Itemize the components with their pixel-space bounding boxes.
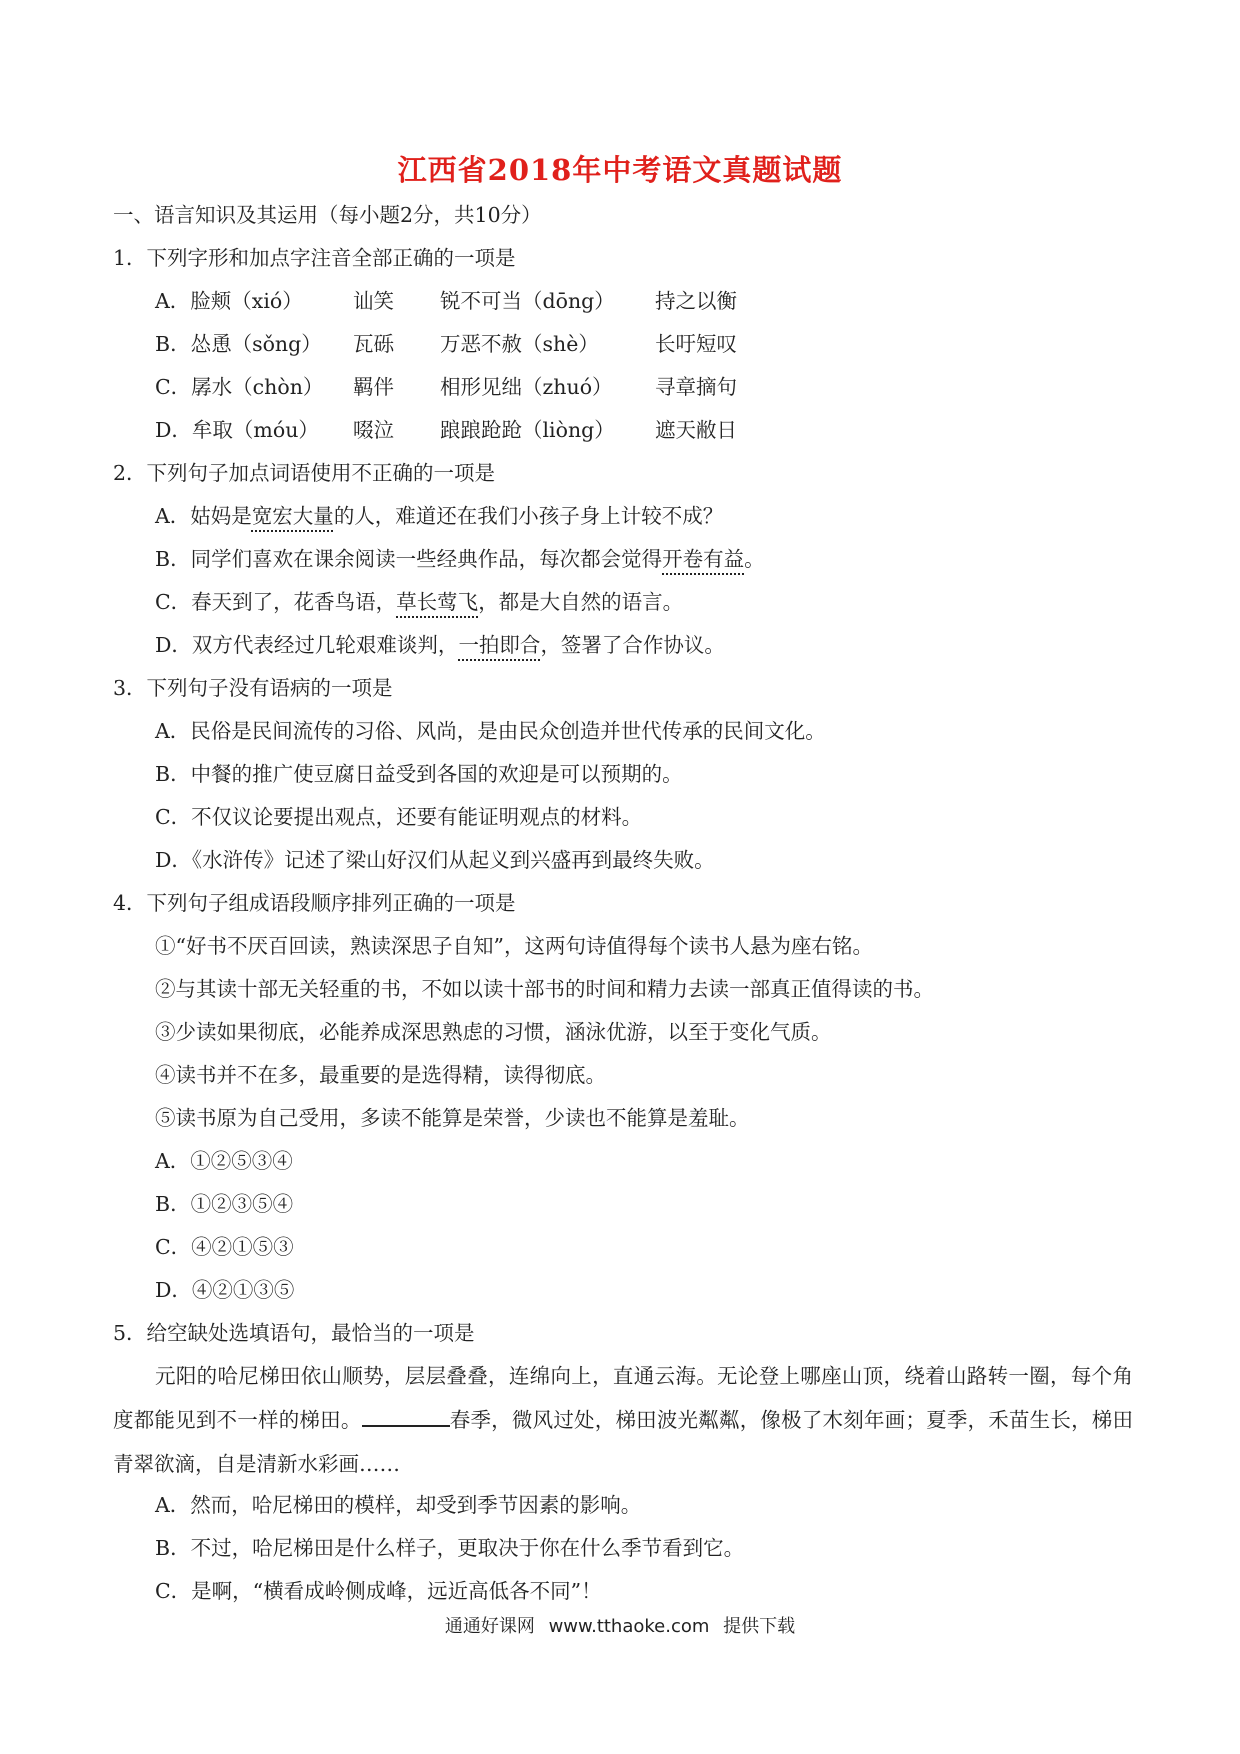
q2-d-post: ，签署了合作协议。 xyxy=(540,633,725,657)
q3-option-b: B．中餐的推广使豆腐日益受到各国的欢迎是可以预期的。 xyxy=(155,762,683,786)
q1-b-item1: B．怂恿（sǒng） xyxy=(155,332,322,356)
q4-sentence-5: ⑤读书原为自己受用，多读不能算是荣誉，少读也不能算是羞耻。 xyxy=(155,1106,750,1130)
q1-d-item2: 啜泣 xyxy=(353,418,394,442)
q3-option-d: D．《水浒传》记述了梁山好汉们从起义到兴盛再到最终失败。 xyxy=(155,848,715,872)
question-4-stem: 4．下列句子组成语段顺序排列正确的一项是 xyxy=(113,891,516,915)
q1-option-d xyxy=(0,415,1240,445)
q2-c-dotted-word: 草长莺飞 xyxy=(396,590,479,614)
section-heading: 一、语言知识及其运用（每小题2分，共10分） xyxy=(113,203,542,227)
q5-passage xyxy=(113,1354,1133,1486)
q1-b-item2: 瓦砾 xyxy=(353,332,394,356)
q4-option-b: B．①②③⑤④ xyxy=(155,1192,294,1216)
q1-c-item3: 相形见绌（zhuó） xyxy=(440,375,613,399)
q2-a-dotted-word: 宽宏大量 xyxy=(251,504,334,528)
q1-a-item1: A．脸颊（xió） xyxy=(155,289,303,313)
q4-sentence-4: ④读书并不在多，最重要的是选得精，读得彻底。 xyxy=(155,1063,606,1087)
q2-b-pre: B．同学们喜欢在课余阅读一些经典作品，每次都会觉得 xyxy=(155,547,663,571)
page-footer xyxy=(0,1612,1240,1638)
q2-a-pre: A．姑妈是 xyxy=(155,504,252,528)
q2-b-post: 。 xyxy=(744,547,765,571)
q1-option-b xyxy=(0,329,1240,359)
q1-option-a xyxy=(0,286,1240,316)
q1-a-item3: 锐不可当（dōng） xyxy=(440,289,615,313)
q2-b-dotted-word: 开卷有益 xyxy=(662,547,745,571)
page-title: 江西省2018年中考语文真题试题 xyxy=(397,153,843,187)
q2-option-d xyxy=(155,630,725,660)
q4-sentence-1: ①“好书不厌百回读，熟读深思子自知”，这两句诗值得每个读书人悬为座右铭。 xyxy=(155,934,873,958)
q1-d-item1: D．牟取（móu） xyxy=(155,418,319,442)
q3-option-c: C．不仅议论要提出观点，还要有能证明观点的材料。 xyxy=(155,805,643,829)
q5-blank xyxy=(362,1403,450,1427)
q5-option-b: B．不过，哈尼梯田是什么样子，更取决于你在什么季节看到它。 xyxy=(155,1536,745,1560)
q1-d-item3: 踉踉跄跄（liòng） xyxy=(440,418,615,442)
q2-a-post: 的人，难道还在我们小孩子身上计较不成？ xyxy=(333,504,724,528)
q1-c-item2: 羁伴 xyxy=(353,375,394,399)
q2-option-c xyxy=(155,587,683,617)
q2-d-pre: D．双方代表经过几轮艰难谈判， xyxy=(155,633,459,657)
footer-note: 提供下载 xyxy=(723,1616,796,1637)
q1-a-item2: 讪笑 xyxy=(353,289,394,313)
q4-sentence-3: ③少读如果彻底，必能养成深思熟虑的习惯，涵泳优游，以至于变化气质。 xyxy=(155,1020,832,1044)
q1-b-item4: 长吁短叹 xyxy=(655,332,737,356)
question-2-stem: 2．下列句子加点词语使用不正确的一项是 xyxy=(113,461,496,485)
q2-d-dotted-word: 一拍即合 xyxy=(458,633,541,657)
footer-url[interactable]: www.tthaoke.com xyxy=(548,1616,710,1637)
q1-a-item4: 持之以衡 xyxy=(655,289,737,313)
q1-b-item3: 万恶不赦（shè） xyxy=(440,332,599,356)
q1-c-item4: 寻章摘句 xyxy=(655,375,737,399)
q4-sentence-2: ②与其读十部无关轻重的书，不如以读十部书的时间和精力去读一部真正值得读的书。 xyxy=(155,977,934,1001)
q1-d-item4: 遮天敝日 xyxy=(655,418,737,442)
question-5-stem: 5．给空缺处选填语句，最恰当的一项是 xyxy=(113,1321,475,1345)
q4-option-a: A．①②⑤③④ xyxy=(155,1149,293,1173)
q2-c-post: ，都是大自然的语言。 xyxy=(478,590,684,614)
q4-option-c: C．④②①⑤③ xyxy=(155,1235,294,1259)
q1-c-item1: C．孱水（chòn） xyxy=(155,375,324,399)
q3-option-a: A．民俗是民间流传的习俗、风尚，是由民众创造并世代传承的民间文化。 xyxy=(155,719,826,743)
q2-c-pre: C．春天到了，花香鸟语， xyxy=(155,590,397,614)
q4-option-d: D．④②①③⑤ xyxy=(155,1278,295,1302)
q5-passage-pre: 元阳的哈尼梯田依山顺势，层层叠叠，连绵向上，直通云海。无论登上哪座山顶，绕着山路转一圈，每个角度都能见到不一样的梯田。 xyxy=(113,1364,1133,1432)
question-3-stem: 3．下列句子没有语病的一项是 xyxy=(113,676,393,700)
q5-option-a: A．然而，哈尼梯田的模样，却受到季节因素的影响。 xyxy=(155,1493,642,1517)
question-1-stem: 1．下列字形和加点字注音全部正确的一项是 xyxy=(113,246,516,270)
q1-option-c xyxy=(0,372,1240,402)
q5-passage-post: 春季，微风过处，梯田波光粼粼，像极了木刻年画；夏季，禾苗生长，梯田青翠欲滴，自是清新水彩画…… xyxy=(113,1408,1134,1476)
q2-option-b xyxy=(155,544,765,574)
q5-option-c: C．是啊，“横看成岭侧成峰，远近高低各不同”！ xyxy=(155,1579,602,1603)
q2-option-a xyxy=(155,501,723,531)
footer-site-name: 通通好课网 xyxy=(444,1616,535,1637)
